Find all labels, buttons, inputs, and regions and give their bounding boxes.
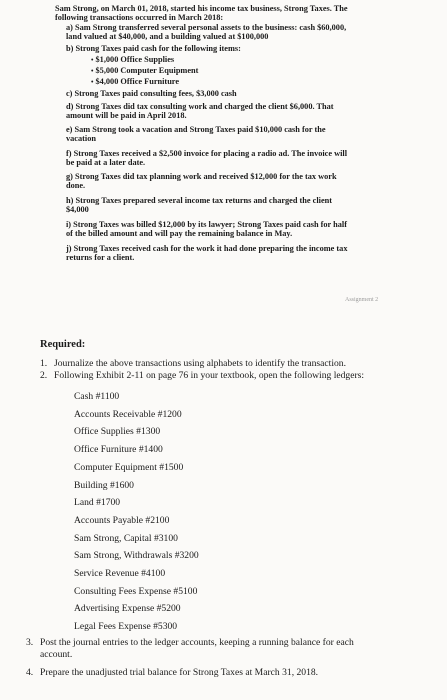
item-office-furniture: • $4,000 Office Furniture [91, 77, 180, 86]
ledger-cash: Cash #1100 [74, 391, 120, 402]
watermark-label: Assignment 2 [345, 297, 379, 303]
bullet-icon: • [91, 56, 94, 64]
transaction-j-line-1: j) Strong Taxes received cash for the work it had done preparing the income tax [66, 244, 348, 253]
ledger-computer-equipment: Computer Equipment #1500 [74, 461, 184, 473]
required-item-3-cont: account. [40, 648, 73, 660]
ledger-accounts-payable: Accounts Payable #2100 [74, 514, 170, 526]
ledger-accounts-receivable: Accounts Receivable #1200 [74, 408, 182, 420]
ledger-building: Building #1600 [74, 479, 134, 491]
required-item-1: 1. Journalize the above transactions using alphabets to identify the transaction. [40, 358, 346, 369]
bullet-icon: • [91, 78, 94, 86]
item-office-supplies: • $1,000 Office Supplies [91, 55, 175, 64]
required-section [26, 325, 440, 679]
bullet-icon: • [91, 67, 94, 75]
transaction-h-line-1: h) Strong Taxes prepared several income tax returns and charged the client [66, 196, 333, 205]
item-computer-equipment: • $5,000 Computer Equipment [91, 66, 199, 75]
transaction-a-line-1: a) Sam Strong transferred several personal assets to the business: cash $60,000, [66, 23, 347, 32]
ledger-advertising-expense: Advertising Expense #5200 [74, 603, 181, 615]
required-heading: Required: [40, 339, 86, 350]
transaction-a-line-2: land valued at $40,000, and a building valued at $100,000 [66, 32, 269, 41]
ledger-consulting-fees-expense: Consulting Fees Expense #5100 [74, 585, 198, 597]
transaction-h-line-2: $4,000 [66, 205, 89, 214]
intro-line-2: following transactions occurred in March 2018: [55, 13, 224, 22]
transaction-f-line-1: f) Strong Taxes received a $2,500 invoice for placing a radio ad. The invoice will [66, 149, 348, 158]
ledger-office-supplies: Office Supplies #1300 [74, 426, 161, 438]
required-item-3: 3. Post the journal entries to the ledger accounts, keeping a running balance for each [26, 636, 354, 648]
intro-line-1: Sam Strong, on March 01, 2018, started his income tax business, Strong Taxes. The [55, 4, 348, 13]
transaction-i-line-1: i) Strong Taxes was billed $12,000 by its lawyer; Strong Taxes paid cash for half [66, 220, 347, 229]
transaction-i-line-2: of the billed amount and will pay the remaining balance in May. [66, 229, 293, 238]
transaction-f-line-2: be paid at a later date. [66, 158, 146, 167]
ledger-capital: Sam Strong, Capital #3100 [74, 532, 178, 544]
ledger-list [40, 388, 440, 636]
transaction-g-line-2: done. [66, 181, 86, 190]
transaction-d-line-2: amount will be paid in April 2018. [66, 111, 187, 120]
ledger-office-furniture: Office Furniture #1400 [74, 444, 163, 456]
ledger-service-revenue: Service Revenue #4100 [74, 568, 166, 580]
required-item-2: 2. Following Exhibit 2-11 on page 76 in your textbook, open the following ledgers: [40, 370, 365, 381]
transaction-b: b) Strong Taxes paid cash for the following items: [66, 44, 241, 53]
ledger-land: Land #1700 [74, 497, 121, 509]
transaction-d-line-1: d) Strong Taxes did tax consulting work and charged the client $6,000. That [66, 102, 334, 111]
transaction-j-line-2: returns for a client. [66, 253, 135, 262]
required-item-4: 4. Prepare the unadjusted trial balance for Strong Taxes at March 31, 2018. [26, 666, 319, 678]
transaction-c: c) Strong Taxes paid consulting fees, $3,000 cash [66, 89, 237, 98]
transaction-e-line-2: vacation [66, 134, 96, 143]
transaction-g-line-1: g) Strong Taxes did tax planning work and received $12,000 for the tax work [66, 172, 337, 181]
ledger-legal-fees-expense: Legal Fees Expense #5300 [74, 621, 178, 633]
ledger-withdrawals: Sam Strong, Withdrawals #3200 [74, 550, 199, 562]
problem-statement [0, 0, 447, 318]
transaction-e-line-1: e) Sam Strong took a vacation and Strong Taxes paid $10,000 cash for the [66, 125, 326, 134]
